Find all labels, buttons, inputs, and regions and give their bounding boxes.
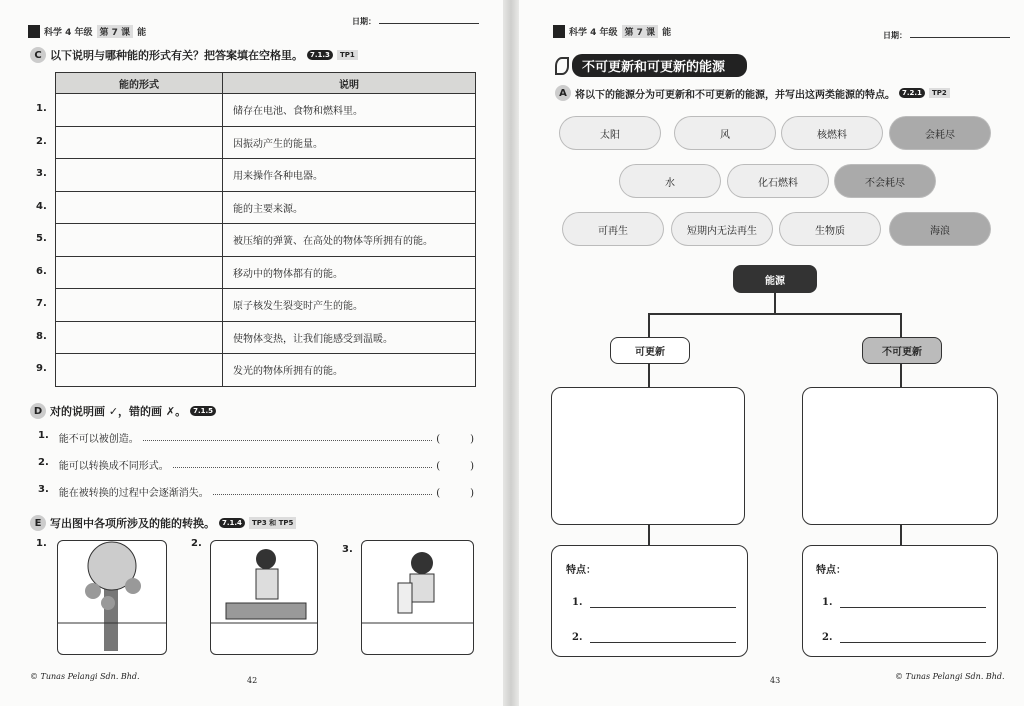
page-header bbox=[28, 25, 146, 38]
book-spine bbox=[503, 0, 519, 706]
line-number: 2. bbox=[572, 632, 583, 643]
instruction: 将以下的能源分为可更新和不可更新的能源，并写出这两类能源的特点。 bbox=[575, 89, 895, 101]
row-number: 5. bbox=[36, 233, 47, 244]
line-number: 1. bbox=[822, 597, 833, 608]
nonrenewable-node: 不可更新 bbox=[862, 337, 942, 364]
connector bbox=[900, 525, 902, 546]
description-cell: 因振动产生的能量。 bbox=[223, 126, 476, 159]
dotted-leader bbox=[143, 430, 432, 441]
answer-cell[interactable] bbox=[56, 289, 223, 322]
renewable-answer-box[interactable] bbox=[551, 387, 745, 525]
connector bbox=[648, 525, 650, 546]
standard-tag: 7.1.5 bbox=[190, 406, 216, 416]
section-e-title bbox=[30, 515, 296, 531]
page-number: 42 bbox=[247, 676, 258, 685]
item-number: 1. bbox=[38, 430, 49, 441]
subject: 科学 4 年级 bbox=[44, 28, 93, 38]
section-letter: E bbox=[30, 515, 46, 531]
answer-cell[interactable] bbox=[56, 256, 223, 289]
energy-cloud-card[interactable]: 不会耗尽 bbox=[835, 165, 935, 197]
row-number: 9. bbox=[36, 363, 47, 374]
standard-tag: 7.2.1 bbox=[899, 88, 925, 98]
description-cell: 被压缩的弹簧、在高处的物体等所拥有的能。 bbox=[223, 224, 476, 257]
line-number: 1. bbox=[572, 597, 583, 608]
instruction: 以下说明与哪种能的形式有关？把答案填在空格里。 bbox=[50, 49, 303, 62]
copyright: © Tunas Pelangi Sdn. Bhd. bbox=[30, 672, 140, 681]
statement-text: 能可以转换成不同形式。 bbox=[58, 461, 169, 472]
statement-text: 能不可以被创造。 bbox=[58, 434, 139, 445]
answer-cell[interactable] bbox=[56, 354, 223, 387]
renewable-node: 可更新 bbox=[610, 337, 690, 364]
tree-fruit-illustration bbox=[57, 540, 167, 655]
connector bbox=[900, 364, 902, 388]
pic-number: 3. bbox=[342, 544, 353, 555]
lesson: 第 7 课 bbox=[622, 25, 659, 38]
blender-illustration bbox=[361, 540, 474, 655]
dotted-leader bbox=[173, 457, 432, 468]
description-cell: 用来操作各种电器。 bbox=[223, 159, 476, 192]
energy-cloud-card[interactable]: 风 bbox=[675, 117, 775, 149]
connector bbox=[648, 313, 650, 337]
section-letter: D bbox=[30, 403, 46, 419]
answer-cell[interactable] bbox=[56, 126, 223, 159]
table-row bbox=[56, 94, 476, 127]
table-row bbox=[56, 289, 476, 322]
table-row bbox=[56, 126, 476, 159]
answer-cell[interactable] bbox=[56, 94, 223, 127]
section-letter: C bbox=[30, 47, 46, 63]
description-cell: 能的主要来源。 bbox=[223, 191, 476, 224]
row-number: 3. bbox=[36, 168, 47, 179]
page-number: 43 bbox=[770, 676, 781, 685]
statement-text: 能在被转换的过程中会逐渐消失。 bbox=[58, 488, 209, 499]
date-field bbox=[352, 16, 479, 27]
topic: 能 bbox=[662, 28, 672, 38]
copyright: © Tunas Pelangi Sdn. Bhd. bbox=[895, 672, 1005, 681]
energy-cloud-card[interactable]: 会耗尽 bbox=[890, 117, 990, 149]
section-c-title bbox=[30, 47, 358, 63]
table-row bbox=[56, 354, 476, 387]
table-row bbox=[56, 256, 476, 289]
root-node: 能源 bbox=[733, 265, 817, 293]
statement-item bbox=[38, 430, 474, 445]
energy-cloud-card[interactable]: 短期内无法再生 bbox=[672, 213, 772, 245]
row-number: 1. bbox=[36, 103, 47, 114]
tp-tag: TP2 bbox=[929, 88, 950, 98]
banner-title: 不可更新和可更新的能源 bbox=[572, 54, 747, 77]
section-d-title bbox=[30, 403, 216, 419]
connector bbox=[900, 313, 902, 337]
leaf-icon bbox=[555, 57, 569, 75]
description-cell: 原子核发生裂变时产生的能。 bbox=[223, 289, 476, 322]
connector bbox=[648, 364, 650, 388]
answer-bracket[interactable]: ( ) bbox=[436, 461, 474, 472]
date-label: 日期： bbox=[883, 31, 907, 40]
energy-form-table bbox=[55, 72, 476, 387]
answer-bracket[interactable]: ( ) bbox=[436, 488, 474, 499]
answer-cell[interactable] bbox=[56, 191, 223, 224]
date-line[interactable] bbox=[910, 37, 1010, 38]
row-number: 6. bbox=[36, 265, 47, 277]
row-number: 7. bbox=[36, 298, 47, 309]
pic-number: 1. bbox=[36, 538, 47, 549]
date-label: 日期： bbox=[352, 17, 376, 26]
tp-tag: TP1 bbox=[337, 50, 358, 60]
row-number: 2. bbox=[36, 135, 47, 147]
section-banner bbox=[555, 54, 747, 77]
answer-cell[interactable] bbox=[56, 159, 223, 192]
table-row bbox=[56, 321, 476, 354]
row-number: 8. bbox=[36, 330, 47, 342]
lesson: 第 7 课 bbox=[97, 25, 134, 38]
tp-tag: TP3 和 TP5 bbox=[249, 517, 296, 529]
table-row bbox=[56, 159, 476, 192]
features-label: 特点： bbox=[816, 565, 846, 576]
connector bbox=[648, 313, 901, 315]
item-number: 2. bbox=[38, 457, 49, 468]
description-cell: 使物体变热，让我们能感受到温暖。 bbox=[223, 321, 476, 354]
energy-cloud-card[interactable]: 水 bbox=[620, 165, 720, 197]
table-row bbox=[56, 191, 476, 224]
description-cell: 移动中的物体都有的能。 bbox=[223, 256, 476, 289]
answer-bracket[interactable]: ( ) bbox=[436, 434, 474, 445]
connector bbox=[774, 293, 776, 314]
dotted-leader bbox=[213, 484, 432, 495]
statement-item bbox=[38, 484, 474, 499]
topic: 能 bbox=[137, 28, 147, 38]
answer-line[interactable] bbox=[840, 642, 986, 643]
answer-line[interactable] bbox=[840, 607, 986, 608]
nonrenewable-answer-box[interactable] bbox=[802, 387, 998, 525]
answer-cell[interactable] bbox=[56, 321, 223, 354]
energy-cloud-card[interactable]: 太阳 bbox=[560, 117, 660, 149]
instruction: 对的说明画 ✓，错的画 ✗。 bbox=[50, 405, 187, 418]
energy-cloud-card[interactable]: 海浪 bbox=[890, 213, 990, 245]
publisher-logo-icon bbox=[28, 25, 40, 38]
column-header: 说明 bbox=[223, 73, 476, 94]
answer-cell[interactable] bbox=[56, 224, 223, 257]
subject: 科学 4 年级 bbox=[569, 28, 618, 38]
energy-cloud-card[interactable]: 生物质 bbox=[780, 213, 880, 245]
row-number: 4. bbox=[36, 200, 47, 212]
page-header bbox=[553, 25, 671, 38]
publisher-logo-icon bbox=[553, 25, 565, 38]
features-label: 特点： bbox=[566, 565, 596, 576]
item-number: 3. bbox=[38, 484, 49, 495]
pic-number: 2. bbox=[191, 538, 202, 549]
section-a-title bbox=[555, 85, 950, 101]
line-number: 2. bbox=[822, 632, 833, 643]
date-field bbox=[883, 30, 1010, 41]
table-row bbox=[56, 224, 476, 257]
section-letter: A bbox=[555, 85, 571, 101]
description-cell: 储存在电池、食物和燃料里。 bbox=[223, 94, 476, 127]
answer-line[interactable] bbox=[590, 642, 736, 643]
standard-tag: 7.1.4 bbox=[219, 518, 245, 528]
instruction: 写出图中各项所涉及的能的转换。 bbox=[50, 517, 215, 530]
energy-cloud-card[interactable]: 化石燃料 bbox=[728, 165, 828, 197]
energy-cloud-card[interactable]: 可再生 bbox=[563, 213, 663, 245]
answer-line[interactable] bbox=[590, 607, 736, 608]
column-header: 能的形式 bbox=[56, 73, 223, 94]
description-cell: 发光的物体所拥有的能。 bbox=[223, 354, 476, 387]
standard-tag: 7.1.3 bbox=[307, 50, 333, 60]
statement-item bbox=[38, 457, 474, 472]
date-line[interactable] bbox=[379, 23, 479, 24]
energy-cloud-card[interactable]: 核燃料 bbox=[782, 117, 882, 149]
cooking-illustration bbox=[210, 540, 318, 655]
